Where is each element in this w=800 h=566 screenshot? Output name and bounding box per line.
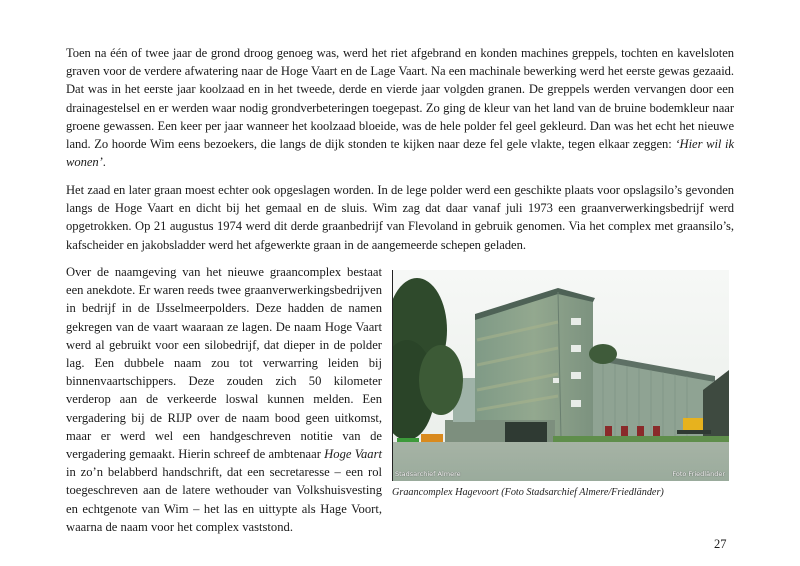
trailer <box>677 430 711 434</box>
quote-hier-wil-ik-wonen: ‘Hier wil ik wonen’ <box>66 137 734 170</box>
paragraph-1-end: . <box>102 155 106 170</box>
paragraph-naming-anecdote <box>66 263 382 536</box>
figure-caption: Graancomplex Hagevoort (Foto Stadsarchief Almere/Friedländer) <box>392 487 664 498</box>
paragraph-text <box>66 263 382 536</box>
photo-credit-archive: Stadsarchief Almere <box>395 470 461 478</box>
paragraph-1-text: Toen na één of twee jaar de grond droog genoeg was, werd het riet afgebrand en konden machines greppels, tochten en kavelsloten graven voor de verdere afwatering naar de Hoge Vaart en de Lage Vaart. Na een machinale bewerking werd het eerste gewas gezaaid. Dat was in het eerste jaar koolzaad en in het tweede, derde en vierde jaar volgden granen. De greppels werden vervangen door een drainagestelsel en er werden waar nodig grondverbeteringen toegepast. Zo ging de kleur van het land van de bruine bodemkleur naar groene gewassen. Een keer per jaar wanneer het koolzaad bloeide, was de hele polder fel geel gekleurd. Dan was het echt het nieuwe land. Zo hoorde Wim eens bezoekers, die langs de dijk stonden te kijken naar deze fel gele vlakte, tegen elkaar zeggen: <box>66 46 734 152</box>
paragraph-reclamation <box>66 44 734 171</box>
paragraph-text <box>66 44 734 171</box>
paragraph-3-text-after: in zo’n belabberd handschrift, dat een secretaresse – een rol toegeschreven aan de latere wethouder van Volkshuisvesting en echtgenote van Wim – het las en uittypte als Hage Voort, waarna de naam voor het complex vaststond. <box>66 465 382 534</box>
paragraph-2-text: Het zaad en later graan moest echter ook opgeslagen worden. In de lege polder werd een geschikte plaats voor opslagsilo’s gevonden langs de Hoge Vaart en dicht bij het gemaal en de sluis. Wim zag dat daar vanaf juli 1973 een graanverwerkingsbedrijf werd opgetrokken. Op 21 augustus 1974 werd dit derde graanbedrijf van Flevoland in gebruik genomen. Via het complex met graansilo’s, kafscheider en jakobsladder werd het afgewerkte graan in de aangemeerde schepen geladen. <box>66 183 734 252</box>
entrance <box>505 422 547 442</box>
figure-graancomplex <box>392 270 728 481</box>
photo-credit-photographer: Foto Friedländer <box>672 470 725 478</box>
grass <box>553 436 729 442</box>
paragraph-3-text-before: Over de naamgeving van het nieuwe graancomplex bestaat een anekdote. Er waren reeds twee graanverwerkingsbedrijven in bedrijf in de IJsselmeerpolders. Deze hadden de namen gekregen van de vaart waaraan ze lagen. De naam Hoge Vaart werd al gebruikt voor een silobedrijf, dat dieper in de polder lag. Een dubbele naam zou tot verwarring leiden bij binnenvaartschippers. Deze zouden zich 50 kilometer verderop aan de verkeerde loswal kunnen melden. Een vergadering bij de RIJP over de naam bood geen uitkomst, maar er werd wel een handgeschreven notitie van de vergadering gemaakt. Hierin schreef de ambtenaar <box>66 265 382 462</box>
paragraph-grain-storage <box>66 181 734 254</box>
photo-graancomplex-hagevoort <box>392 270 729 481</box>
page-number: 27 <box>714 537 727 551</box>
photo-illustration <box>393 270 729 481</box>
yellow-vehicle <box>683 418 703 432</box>
italic-hoge-vaart: Hoge Vaart <box>324 447 383 462</box>
